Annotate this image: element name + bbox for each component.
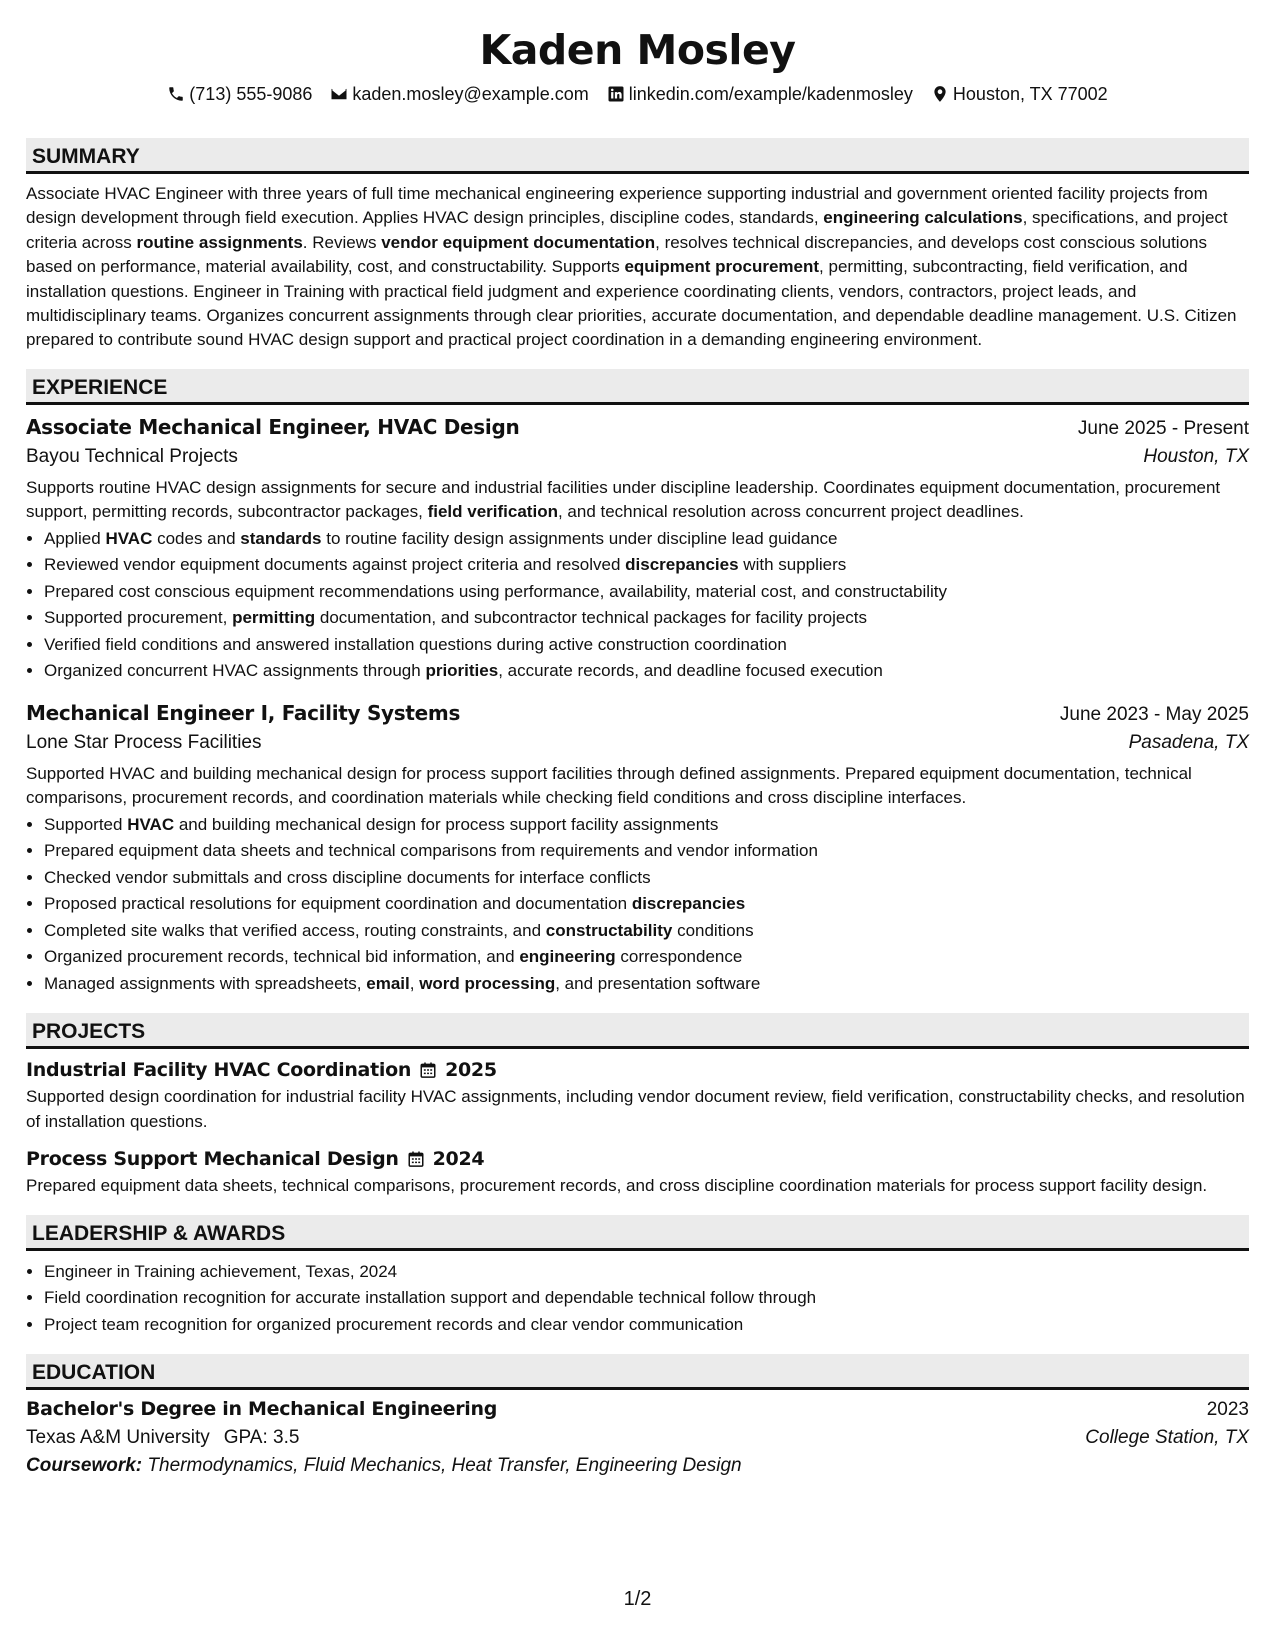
- list-item: • Managed assignments with spreadsheets, email, word processing, and presentation software: [44, 971, 1249, 998]
- list-item: • Proposed practical resolutions for equipment coordination and documentation discrepancies: [44, 891, 1249, 918]
- list-item: • Prepared equipment data sheets and technical comparisons from requirements and vendor information: [44, 838, 1249, 865]
- calendar-icon: [419, 1061, 437, 1079]
- project-year: 2025: [445, 1059, 497, 1082]
- list-item: • Prepared cost conscious equipment recommendations using performance, availability, material cost, and constructability: [44, 579, 1249, 606]
- coursework-list: Thermodynamics, Fluid Mechanics, Heat Transfer, Engineering Design: [147, 1455, 742, 1477]
- experience-heading: EXPERIENCE: [26, 369, 1249, 405]
- project-title: Process Support Mechanical Design: [26, 1148, 399, 1171]
- list-item: • Reviewed vendor equipment documents against project criteria and resolved discrepancies with suppliers: [44, 552, 1249, 579]
- coursework-label: Coursework:: [26, 1455, 143, 1477]
- project-entry: [26, 1148, 1249, 1199]
- school-line: [26, 1427, 299, 1449]
- linkedin-icon: [607, 85, 625, 103]
- job-entry: [26, 701, 1249, 998]
- job-entry: [26, 415, 1249, 685]
- job-title: Mechanical Engineer I, Facility Systems: [26, 700, 461, 725]
- contact-linkedin-text: linkedin.com/example/kadenmosley: [628, 83, 913, 104]
- list-item: • Organized procurement records, technical bid information, and engineering correspondence: [44, 944, 1249, 971]
- list-item: • Applied HVAC codes and standards to routine facility design assignments under discipline lead guidance: [44, 526, 1249, 553]
- project-year: 2024: [432, 1148, 485, 1171]
- page-number: 1/2: [623, 1588, 652, 1610]
- job-bullets: [26, 526, 1249, 685]
- list-item: • Project team recognition for organized procurement records and clear vendor communication: [44, 1312, 1249, 1339]
- job-dates: June 2025 - Present: [1077, 417, 1249, 439]
- list-item: • Field coordination recognition for accurate installation support and dependable technical follow through: [44, 1285, 1249, 1312]
- project-title: Industrial Facility HVAC Coordination: [26, 1059, 412, 1082]
- school-name: Texas A&M University: [26, 1427, 210, 1449]
- education-heading: EDUCATION: [26, 1354, 1249, 1390]
- job-company: Bayou Technical Projects: [26, 445, 238, 467]
- job-description: Supports routine HVAC design assignments for secure and industrial facilities under discipline leadership. Coordinates equipment documentation, procurement support, permitting records, subcontractor packages, field verification, and technical resolution across concurrent project deadlines.: [26, 477, 1221, 521]
- project-description: Supported design coordination for industrial facility HVAC assignments, including vendor document review, field verification, constructability checks, and resolution of installation questions.: [26, 1087, 1245, 1131]
- coursework: [26, 1455, 1249, 1477]
- summary-heading: SUMMARY: [26, 138, 1249, 174]
- contact-bar: [26, 82, 1249, 106]
- projects-heading: PROJECTS: [26, 1013, 1249, 1049]
- resume-page: [26, 0, 1249, 1477]
- contact-email-text: kaden.mosley@example.com: [352, 83, 589, 104]
- project-entry: [26, 1059, 1249, 1134]
- contact-phone: [167, 84, 312, 105]
- degree-title: Bachelor's Degree in Mechanical Engineering: [26, 1398, 498, 1421]
- contact-location: [931, 84, 1108, 105]
- project-description: Prepared equipment data sheets, technical comparisons, procurement records, and cross discipline coordination materials for process support facility design.: [26, 1176, 1208, 1196]
- job-location: Houston, TX: [1143, 445, 1249, 467]
- leadership-heading: LEADERSHIP & AWARDS: [26, 1215, 1249, 1251]
- summary-text: Associate HVAC Engineer with three years of full time mechanical engineering experience supporting industrial and government oriented facility projects from design development through field execution. Applies HVAC design principles, discipline codes, standards, engineering calculations, specifications, and project criteria across routine assignments. Reviews vendor equipment documentation, resolves technical discrepancies, and develops cost conscious solutions based on performance, material availability, cost, and constructability. Supports equipment procurement, permitting, subcontracting, field verification, and installation questions. Engineer in Training with practical field judgment and experience coordinating clients, vendors, contractors, project leads, and multidisciplinary teams. Organizes concurrent assignments through clear priorities, accurate documentation, and dependable deadline management. U.S. Citizen prepared to contribute sound HVAC design support and practical project coordination in a demanding engineering environment.: [26, 184, 1237, 350]
- list-item: • Supported HVAC and building mechanical design for process support facility assignments: [44, 812, 1249, 839]
- map-pin-icon: [931, 85, 949, 103]
- job-dates: June 2023 - May 2025: [1059, 703, 1249, 725]
- contact-location-text: Houston, TX 77002: [952, 83, 1108, 104]
- list-item: • Organized concurrent HVAC assignments through priorities, accurate records, and deadline focused execution: [44, 658, 1249, 685]
- envelope-icon: [330, 85, 348, 103]
- school-location: College Station, TX: [1085, 1427, 1249, 1449]
- leadership-bullets: [26, 1259, 1249, 1339]
- list-item: • Verified field conditions and answered installation questions during active construction coordination: [44, 632, 1249, 659]
- candidate-name: Kaden Mosley: [479, 26, 796, 74]
- job-title: Associate Mechanical Engineer, HVAC Design: [26, 414, 520, 439]
- calendar-icon: [407, 1150, 425, 1168]
- gpa: GPA: 3.5: [223, 1427, 300, 1449]
- list-item: • Checked vendor submittals and cross discipline documents for interface conflicts: [44, 865, 1249, 892]
- job-company: Lone Star Process Facilities: [26, 731, 262, 753]
- job-description: Supported HVAC and building mechanical design for process support facilities through defined assignments. Prepared equipment documentation, technical comparisons, procurement records, and coordination materials while checking field conditions and cross discipline interfaces.: [26, 763, 1192, 807]
- list-item: • Engineer in Training achievement, Texas, 2024: [44, 1259, 1249, 1286]
- contact-linkedin[interactable]: [607, 84, 913, 105]
- education-entry: [26, 1398, 1249, 1477]
- list-item: • Completed site walks that verified access, routing constraints, and constructability conditions: [44, 918, 1249, 945]
- job-bullets: [26, 812, 1249, 998]
- contact-phone-text: (713) 555-9086: [189, 83, 313, 104]
- list-item: • Supported procurement, permitting documentation, and subcontractor technical packages for facility projects: [44, 605, 1249, 632]
- graduation-year: 2023: [1206, 1399, 1249, 1421]
- job-location: Pasadena, TX: [1128, 731, 1249, 753]
- contact-email[interactable]: [330, 84, 588, 105]
- phone-icon: [167, 85, 185, 103]
